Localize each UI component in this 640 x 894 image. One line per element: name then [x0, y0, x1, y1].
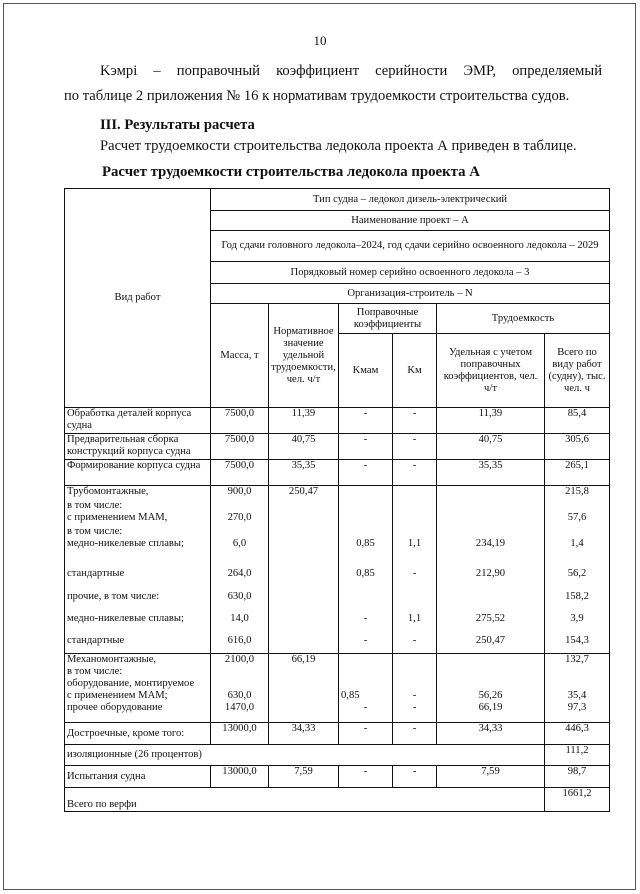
header-builder: Организация-строитель – N: [211, 284, 610, 304]
row-kmam: -: [339, 408, 393, 434]
pipe-total-8: 3,9: [570, 613, 584, 624]
mech-totals: [545, 654, 610, 723]
mech-mass-5: 1470,0: [224, 702, 255, 713]
row-km: -: [393, 408, 437, 434]
pipe-kmam-5: 0,85: [356, 538, 375, 549]
labor-calculation-table: [64, 188, 610, 812]
pipe-mass-9: 616,0: [227, 635, 252, 646]
completion-kmam: -: [339, 723, 393, 745]
row-mass: 7500,0: [211, 434, 269, 460]
pipe-masses: [211, 486, 269, 654]
pipe-norm-value: 250,47: [288, 486, 319, 497]
pipe-name-1: Трубомонтажные,: [67, 486, 149, 497]
pipe-km-9: -: [412, 635, 417, 646]
row-name: Предварительная сборка конструкций корпуса судна: [65, 434, 211, 460]
pipe-norm: [269, 486, 339, 654]
mech-masses: [211, 654, 269, 723]
pipe-spec-9: 250,47: [475, 635, 506, 646]
pipe-kmam-9: -: [363, 635, 368, 646]
mech-km-5: -: [412, 702, 417, 713]
table-row: [65, 434, 610, 460]
tests-kmam: -: [339, 766, 393, 788]
pipe-totals: [545, 486, 610, 654]
mechanical-installation-row: [65, 654, 610, 723]
header-mass: Масса, т: [211, 304, 269, 408]
row-specific: 35,35: [437, 460, 545, 486]
mech-names: [65, 654, 211, 723]
tests-total: 98,7: [545, 766, 610, 788]
header-coefficients: Поправочные коэффициенты: [339, 304, 437, 334]
pipe-total-3: 57,6: [567, 512, 587, 523]
pipe-mass-5: 6,0: [232, 538, 247, 549]
insulation-total: 111,2: [545, 745, 610, 766]
table-row: [65, 745, 610, 766]
tests-name: Испытания судна: [65, 766, 211, 788]
pipe-kmam-6: 0,85: [356, 568, 375, 579]
pipe-mass-7: 630,0: [227, 591, 252, 602]
mech-specific: [437, 654, 545, 723]
pipe-total-6: 56,2: [567, 568, 587, 579]
row-name: Обработка деталей корпуса судна: [65, 408, 211, 434]
completion-km: -: [393, 723, 437, 745]
table-row: [65, 788, 610, 812]
mech-norm: [269, 654, 339, 723]
row-mass: 7500,0: [211, 460, 269, 486]
mech-total-4: 35,4: [567, 690, 587, 701]
mech-norm-value: 66,19: [291, 654, 316, 665]
pipe-installation-row: [65, 486, 610, 654]
tests-specific: 7,59: [437, 766, 545, 788]
pipe-mass-6: 264,0: [227, 568, 252, 579]
row-total: 305,6: [545, 434, 610, 460]
section-heading: III. Результаты расчета: [100, 117, 255, 133]
pipe-total-1: 215,8: [565, 486, 589, 497]
completion-norm: 34,33: [269, 723, 339, 745]
page-number: 10: [313, 33, 327, 48]
row-km: -: [393, 434, 437, 460]
pipe-spec-8: 275,52: [475, 613, 506, 624]
mech-km: [393, 654, 437, 723]
table-row: [65, 766, 610, 788]
pipe-km: [393, 486, 437, 654]
pipe-kmam: [339, 486, 393, 654]
header-delivery-years: Год сдачи головного ледокола–2024, год сдачи серийно освоенного ледокола – 2029: [211, 231, 610, 262]
pipe-name-7: прочие, в том числе:: [67, 591, 160, 602]
table-row: [65, 723, 610, 745]
row-kmam: -: [339, 460, 393, 486]
row-mass: 7500,0: [211, 408, 269, 434]
pipe-total-9: 154,3: [565, 635, 589, 646]
pipe-kmam-8: -: [363, 613, 368, 624]
table-row: [65, 408, 610, 434]
header-kmam: Kмам: [339, 334, 393, 408]
row-specific: 40,75: [437, 434, 545, 460]
mech-mass-1: 2100,0: [224, 654, 255, 665]
pipe-name-4: в том числе:: [67, 526, 123, 537]
completion-mass: 13000,0: [211, 723, 269, 745]
pipe-spec-6: 212,90: [475, 568, 506, 579]
mech-mass-4: 630,0: [227, 690, 252, 701]
mech-name-2: в том числе:: [67, 666, 123, 677]
mech-spec-4: 56,26: [478, 690, 503, 701]
header-norm: Нормативное значение удельной трудоемкости, чел. ч/т: [269, 304, 339, 408]
tests-km: -: [393, 766, 437, 788]
mech-spec-5: 66,19: [478, 702, 503, 713]
row-total: 265,1: [545, 460, 610, 486]
pipe-mass-3: 270,0: [227, 512, 252, 523]
paragraph-results: Расчет трудоемкости строительства ледокола проекта А приведен в таблице.: [100, 138, 577, 154]
tests-norm: 7,59: [269, 766, 339, 788]
mech-name-1: Механомонтажные,: [67, 654, 157, 665]
pipe-total-7: 158,2: [565, 591, 589, 602]
paragraph-coefficient-definition: Kэмрi – поправочный коэффициент серийности ЭМР, определяемый: [100, 63, 602, 79]
row-kmam: -: [339, 434, 393, 460]
pipe-total-5: 1,4: [570, 538, 584, 549]
paragraph-coefficient-reference: по таблице 2 приложения № 16 к нормативам трудоемкости строительства судов.: [64, 88, 570, 104]
insulation-name: изоляционные (26 процентов): [65, 745, 545, 766]
mech-name-4: с применением МАМ;: [67, 690, 168, 701]
pipe-km-8: 1,1: [407, 613, 422, 624]
row-norm: 40,75: [269, 434, 339, 460]
table-caption: Расчет трудоемкости строительства ледокола проекта А: [102, 164, 480, 180]
mech-name-3: оборудование, монтируемое: [67, 678, 195, 689]
table-row: [65, 460, 610, 486]
grand-total-value: 1661,2: [545, 788, 610, 812]
row-name: Формирование корпуса судна: [65, 460, 211, 486]
mech-total-5: 97,3: [567, 702, 587, 713]
completion-total: 446,3: [545, 723, 610, 745]
completion-name: Достроечные, кроме того:: [65, 723, 211, 745]
row-km: -: [393, 460, 437, 486]
header-vessel-type: Тип судна – ледокол дизель-электрический: [211, 189, 610, 211]
mech-kmam-4: 0,85: [341, 690, 360, 701]
pipe-km-6: -: [412, 568, 417, 579]
header-km: Kм: [393, 334, 437, 408]
tests-mass: 13000,0: [211, 766, 269, 788]
mech-kmam-5: -: [363, 702, 368, 713]
pipe-name-3: с применением МАМ,: [67, 512, 168, 523]
mech-km-4: -: [412, 690, 417, 701]
header-labor: Трудоемкость: [437, 304, 610, 334]
header-specific: Удельная с учетом поправочных коэффициентов, чел. ч/т: [437, 334, 545, 408]
row-norm: 11,39: [269, 408, 339, 434]
pipe-mass-8: 14,0: [230, 613, 249, 624]
grand-total-name: Всего по верфи: [65, 788, 545, 812]
pipe-name-9: стандартные: [67, 635, 125, 646]
pipe-mass-1: 900,0: [227, 486, 252, 497]
pipe-name-5: медно-никелевые сплавы;: [67, 538, 184, 549]
pipe-km-5: 1,1: [407, 538, 422, 549]
completion-specific: 34,33: [437, 723, 545, 745]
pipe-specific: [437, 486, 545, 654]
pipe-names: [65, 486, 211, 654]
pipe-spec-5: 234,19: [475, 538, 506, 549]
mech-name-5: прочее оборудование: [67, 702, 163, 713]
pipe-name-6: стандартные: [67, 568, 125, 579]
header-project-name: Наименование проект – А: [211, 211, 610, 231]
header-work-type: Вид работ: [65, 189, 211, 408]
mech-total-1: 132,7: [565, 654, 589, 665]
header-serial-number: Порядковый номер серийно освоенного ледокола – 3: [211, 262, 610, 284]
pipe-name-8: медно-никелевые сплавы;: [67, 613, 184, 624]
row-total: 85,4: [545, 408, 610, 434]
header-total: Всего по виду работ (судну), тыс. чел. ч: [545, 334, 610, 408]
pipe-name-2: в том числе:: [67, 500, 123, 511]
row-specific: 11,39: [437, 408, 545, 434]
row-norm: 35,35: [269, 460, 339, 486]
mech-kmam: [339, 654, 393, 723]
